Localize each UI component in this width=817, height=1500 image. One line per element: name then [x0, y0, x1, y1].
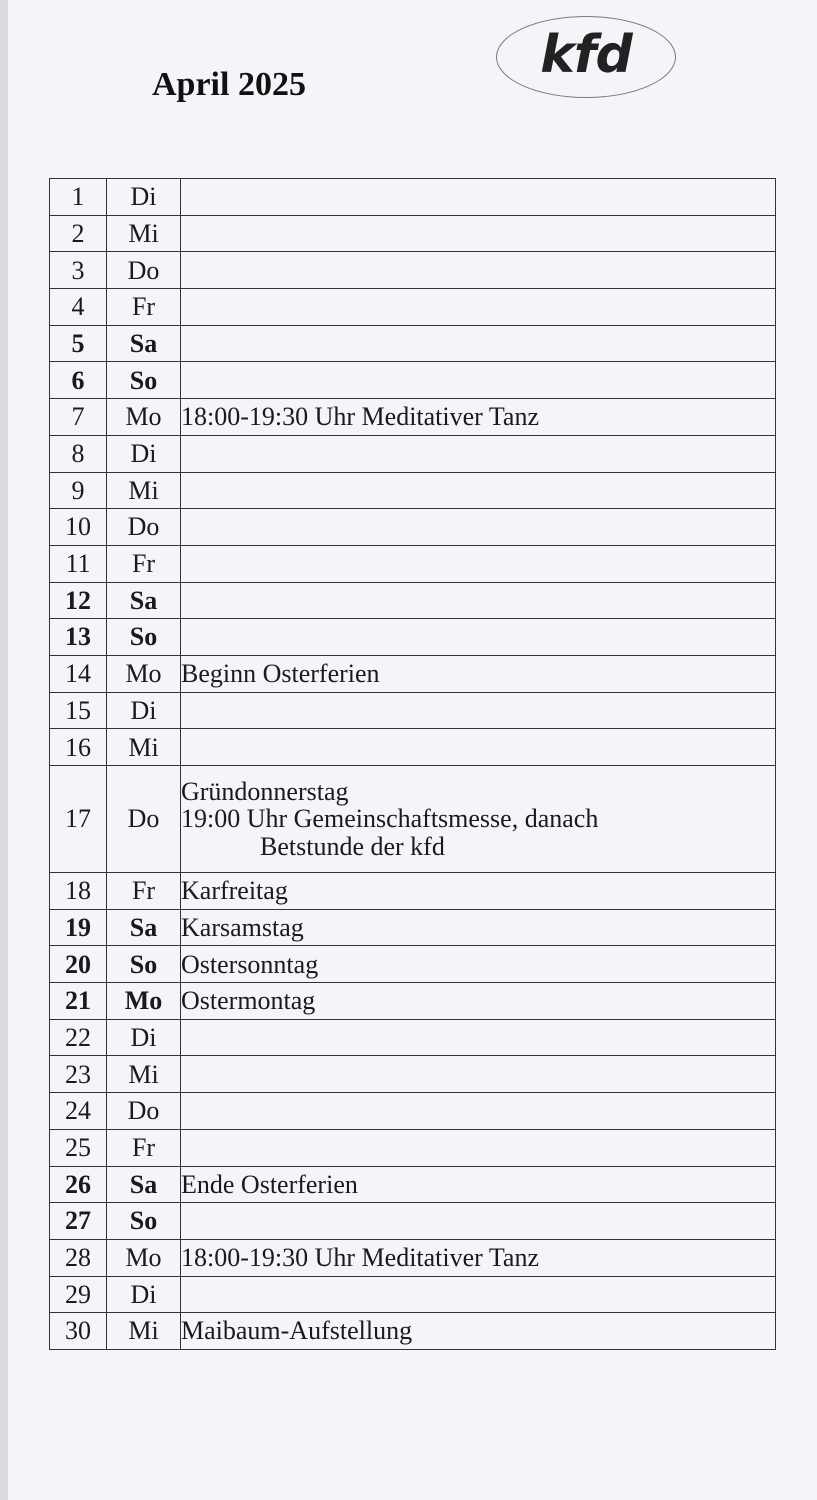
day-number: 28 — [50, 1239, 107, 1276]
weekday: So — [107, 1203, 181, 1240]
calendar-row — [50, 766, 776, 873]
calendar-row — [50, 1093, 776, 1130]
weekday: Fr — [107, 289, 181, 326]
day-number: 7 — [50, 399, 107, 436]
day-number: 4 — [50, 289, 107, 326]
event-cell — [181, 655, 776, 692]
weekday: Mo — [107, 399, 181, 436]
event-text: Karfreitag — [181, 876, 288, 906]
day-number: 26 — [50, 1166, 107, 1203]
event-cell — [181, 1313, 776, 1350]
calendar-row — [50, 215, 776, 252]
event-text: 19:00 Uhr Gemeinschaftsmesse, danach — [181, 804, 599, 834]
day-number: 1 — [50, 179, 107, 216]
event-cell — [181, 215, 776, 252]
event-text: Ende Osterferien — [181, 1169, 358, 1199]
calendar-row — [50, 655, 776, 692]
weekday: Fr — [107, 873, 181, 910]
calendar-row — [50, 289, 776, 326]
event-text: Karsamstag — [181, 912, 304, 942]
day-number: 3 — [50, 252, 107, 289]
calendar-row — [50, 692, 776, 729]
calendar-row — [50, 729, 776, 766]
event-cell — [181, 1203, 776, 1240]
event-text: Gründonnerstag — [181, 777, 349, 807]
calendar-row — [50, 1239, 776, 1276]
calendar-row — [50, 1313, 776, 1350]
event-cell — [181, 472, 776, 509]
calendar-table — [49, 178, 776, 1350]
day-number: 15 — [50, 692, 107, 729]
event-cell — [181, 545, 776, 582]
calendar-row — [50, 179, 776, 216]
event-cell — [181, 435, 776, 472]
day-number: 17 — [50, 766, 107, 873]
event-cell — [181, 582, 776, 619]
event-cell — [181, 509, 776, 546]
calendar-row — [50, 1019, 776, 1056]
weekday: Di — [107, 435, 181, 472]
calendar-row — [50, 619, 776, 656]
day-number: 9 — [50, 472, 107, 509]
event-cell — [181, 1276, 776, 1313]
calendar-row — [50, 362, 776, 399]
weekday: Sa — [107, 325, 181, 362]
weekday: Do — [107, 509, 181, 546]
weekday: Mi — [107, 472, 181, 509]
event-text: Ostersonntag — [181, 949, 319, 979]
event-cell — [181, 325, 776, 362]
event-cell — [181, 289, 776, 326]
weekday: Do — [107, 766, 181, 873]
weekday: Mo — [107, 1239, 181, 1276]
calendar-row — [50, 435, 776, 472]
event-text: Ostermontag — [181, 986, 316, 1016]
weekday: Fr — [107, 545, 181, 582]
weekday: So — [107, 946, 181, 983]
day-number: 29 — [50, 1276, 107, 1313]
weekday: Sa — [107, 582, 181, 619]
event-cell — [181, 729, 776, 766]
calendar-row — [50, 983, 776, 1020]
day-number: 8 — [50, 435, 107, 472]
calendar-row — [50, 509, 776, 546]
event-cell — [181, 873, 776, 910]
event-cell — [181, 983, 776, 1020]
event-cell — [181, 1129, 776, 1166]
weekday: Sa — [107, 1166, 181, 1203]
weekday: Di — [107, 1019, 181, 1056]
calendar-row — [50, 909, 776, 946]
weekday: Sa — [107, 909, 181, 946]
event-cell — [181, 946, 776, 983]
day-number: 12 — [50, 582, 107, 619]
weekday: Mo — [107, 983, 181, 1020]
day-number: 24 — [50, 1093, 107, 1130]
logo-text: kfd — [540, 25, 632, 85]
calendar-row — [50, 472, 776, 509]
day-number: 16 — [50, 729, 107, 766]
event-cell — [181, 1056, 776, 1093]
day-number: 21 — [50, 983, 107, 1020]
day-number: 22 — [50, 1019, 107, 1056]
page-edge — [0, 0, 8, 1500]
calendar-row — [50, 1203, 776, 1240]
event-text: Betstunde der kfd — [260, 831, 445, 861]
calendar-row — [50, 873, 776, 910]
calendar-row — [50, 582, 776, 619]
event-cell — [181, 362, 776, 399]
weekday: Mi — [107, 729, 181, 766]
page-title: April 2025 — [152, 66, 306, 103]
calendar-row — [50, 1056, 776, 1093]
event-cell — [181, 1093, 776, 1130]
calendar-row — [50, 399, 776, 436]
weekday: Mi — [107, 1056, 181, 1093]
event-text: Beginn Osterferien — [181, 659, 380, 689]
day-number: 2 — [50, 215, 107, 252]
weekday: Di — [107, 692, 181, 729]
weekday: Fr — [107, 1129, 181, 1166]
calendar-row — [50, 946, 776, 983]
calendar-row — [50, 1166, 776, 1203]
day-number: 18 — [50, 873, 107, 910]
calendar-row — [50, 325, 776, 362]
calendar-row — [50, 252, 776, 289]
calendar-row — [50, 545, 776, 582]
weekday: Mi — [107, 215, 181, 252]
day-number: 27 — [50, 1203, 107, 1240]
day-number: 14 — [50, 655, 107, 692]
day-number: 30 — [50, 1313, 107, 1350]
day-number: 19 — [50, 909, 107, 946]
event-cell — [181, 1019, 776, 1056]
weekday: Do — [107, 252, 181, 289]
event-cell — [181, 179, 776, 216]
weekday: Di — [107, 1276, 181, 1313]
day-number: 23 — [50, 1056, 107, 1093]
event-cell — [181, 692, 776, 729]
event-cell — [181, 1239, 776, 1276]
day-number: 5 — [50, 325, 107, 362]
event-text: 18:00-19:30 Uhr Meditativer Tanz — [181, 402, 540, 432]
weekday: So — [107, 362, 181, 399]
day-number: 11 — [50, 545, 107, 582]
day-number: 25 — [50, 1129, 107, 1166]
event-text: Maibaum-Aufstellung — [181, 1316, 413, 1346]
weekday: So — [107, 619, 181, 656]
event-cell — [181, 399, 776, 436]
event-cell — [181, 909, 776, 946]
day-number: 10 — [50, 509, 107, 546]
event-cell — [181, 252, 776, 289]
event-cell — [181, 619, 776, 656]
day-number: 13 — [50, 619, 107, 656]
weekday: Do — [107, 1093, 181, 1130]
event-cell — [181, 1166, 776, 1203]
calendar-row — [50, 1129, 776, 1166]
weekday: Mi — [107, 1313, 181, 1350]
weekday: Mo — [107, 655, 181, 692]
day-number: 6 — [50, 362, 107, 399]
kfd-logo — [496, 16, 676, 98]
calendar-body — [50, 179, 776, 1350]
calendar-row — [50, 1276, 776, 1313]
day-number: 20 — [50, 946, 107, 983]
event-cell — [181, 766, 776, 873]
weekday: Di — [107, 179, 181, 216]
event-text: 18:00-19:30 Uhr Meditativer Tanz — [181, 1243, 540, 1273]
